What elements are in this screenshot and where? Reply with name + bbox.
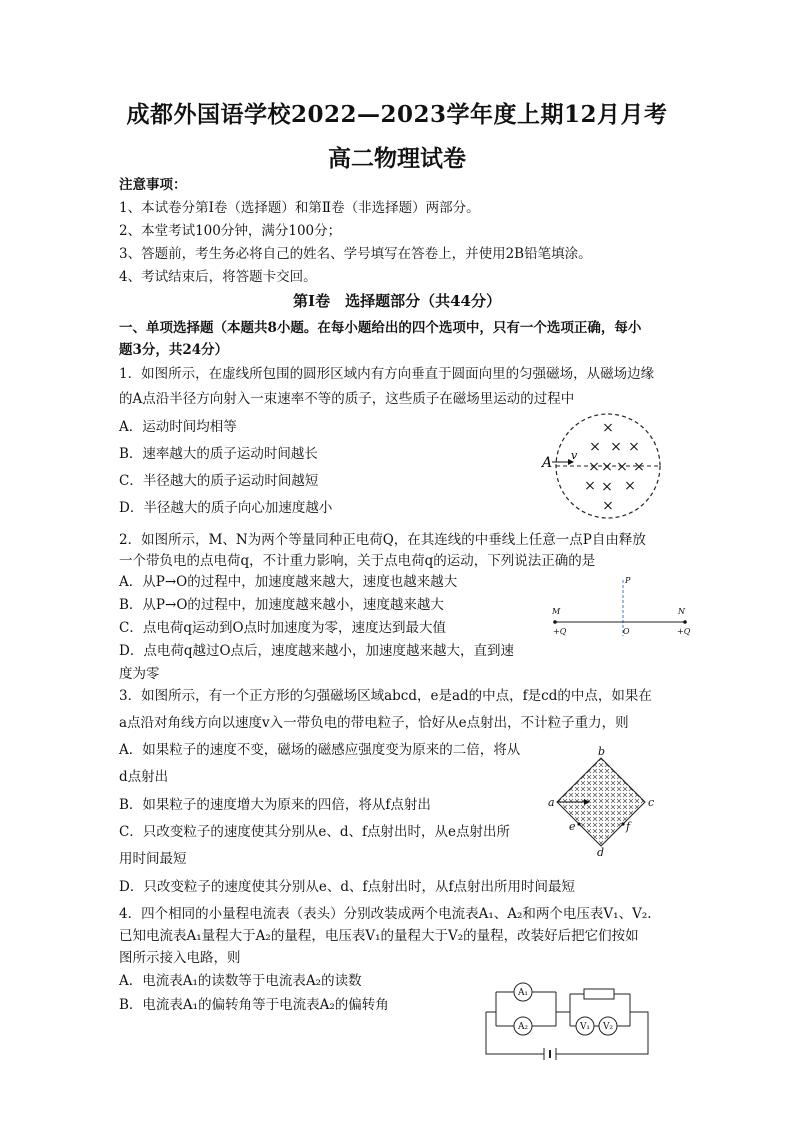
q3-label-a: a	[548, 796, 555, 809]
q1-option-b: B．速率越大的质子运动时间越长	[119, 446, 318, 462]
q4-label-v2: V₂	[602, 1022, 614, 1032]
part-heading-cont: 题3分，共24分）	[119, 342, 229, 358]
q4-stem: 4．四个相同的小量程电流表（表头）分别改装成两个电流表A₁、A₂和两个电压表V₁、V₂.	[119, 906, 652, 922]
svg-text:×: ×	[601, 479, 613, 495]
q2-label-m: M	[552, 607, 561, 616]
svg-text:×: ×	[602, 420, 614, 436]
q2-stem: 2．如图所示，M、N为两个等量同种正电荷Q，在其连线的中垂线上任意一点P自由释放	[119, 532, 646, 548]
q1-option-d: D．半径越大的质子向心加速度越小	[119, 500, 333, 516]
q1-label-a: A	[542, 455, 553, 471]
svg-text:×: ×	[589, 439, 601, 455]
q4-option-a: A．电流表A₁的读数等于电流表A₂的读数	[119, 973, 362, 989]
q1-stem: 1．如图所示，在虚线所包围的圆形区域内有方向垂直于圆面向里的匀强磁场，从磁场边缘	[119, 366, 655, 382]
svg-text:×: ×	[633, 459, 645, 475]
exam-subtitle: 高二物理试卷	[328, 145, 466, 172]
q3-option-b: B．如果粒子的速度增大为原来的四倍，将从f点射出	[119, 797, 431, 813]
q1-stem-cont: 的A点沿半径方向射入一束速率不等的质子，这些质子在磁场里运动的过程中	[119, 391, 575, 407]
q3-label-f: f	[626, 820, 631, 833]
q4-stem-cont: 已知电流表A₁量程大于A₂的量程，电压表V₁的量程大于V₂的量程，改装好后把它们按如	[119, 928, 639, 944]
q2-label-o: O	[623, 627, 630, 636]
note-item: 1、本试卷分第Ⅰ卷（选择题）和第Ⅱ卷（非选择题）两部分。	[119, 200, 480, 216]
q1-option-c: C．半径越大的质子运动时间越短	[119, 473, 319, 489]
q3-stem: 3．如图所示，有一个正方形的匀强磁场区域abcd，e是ad的中点，f是cd的中点，如果在	[119, 688, 652, 704]
svg-text:×: ×	[588, 459, 600, 475]
q2-label-p: P	[625, 576, 631, 585]
q4-circuit-figure	[480, 978, 660, 1064]
q4-label-v1: V₁	[579, 1022, 591, 1032]
part-heading: 一、单项选择题（本题共8小题。在每小题给出的四个选项中，只有一个选项正确，每小	[119, 320, 642, 336]
svg-text:×: ×	[610, 439, 622, 455]
svg-text:×: ×	[624, 478, 636, 494]
q3-option-c: C．只改变粒子的速度使其分别从e、d、f点射出时，从e点射出所	[119, 824, 510, 840]
svg-text:×: ×	[584, 478, 596, 494]
q2-figure	[545, 574, 695, 640]
q3-option-a: A．如果粒子的速度不变，磁场的磁感应强度变为原来的二倍，将从	[119, 742, 521, 758]
q4-label-a2: A₂	[517, 1022, 529, 1032]
q1-option-a: A．运动时间均相等	[119, 419, 237, 435]
q3-label-c: c	[648, 796, 655, 809]
note-item: 3、答题前，考生务必将自己的姓名、学号填写在答卷上，并使用2B铅笔填涂。	[119, 246, 592, 262]
q2-stem-cont: 一个带负电的点电荷q，不计重力影响，关于点电荷q的运动，下列说法正确的是	[119, 553, 596, 569]
q4-stem-cont-2: 图所示接入电路，则	[119, 950, 241, 966]
q3-label-e: e	[569, 820, 576, 833]
q2-label-n: N	[678, 607, 685, 616]
q3-option-a-cont: d点射出	[119, 769, 169, 785]
q3-label-b: b	[598, 745, 606, 758]
q3-option-d: D．只改变粒子的速度使其分别从e、d、f点射出时，从f点射出所用时间最短	[119, 879, 575, 895]
q3-figure	[544, 744, 658, 858]
notes-heading: 注意事项：	[119, 177, 187, 193]
svg-text:×: ×	[601, 459, 613, 475]
section-title: 第Ⅰ卷 选择题部分（共44分）	[293, 292, 501, 310]
q1-figure	[538, 410, 668, 522]
note-item: 4、考试结束后，将答题卡交回。	[119, 269, 317, 285]
q4-option-b: B．电流表A₁的偏转角等于电流表A₂的偏转角	[119, 997, 389, 1013]
q3-label-d: d	[597, 846, 605, 858]
q2-label-q-left: +Q	[553, 627, 567, 636]
q4-label-a1: A₁	[517, 988, 529, 998]
svg-text:×: ×	[628, 439, 640, 455]
q2-option-c: C．点电荷q运动到O点时加速度为零，速度达到最大值	[119, 620, 447, 636]
q3-option-c-cont: 用时间最短	[119, 851, 187, 867]
q2-option-a: A．从P→O的过程中，加速度越来越大，速度也越来越大	[119, 574, 458, 590]
q1-label-v: v	[571, 449, 578, 462]
exam-title: 成都外国语学校2022—2023学年度上期12月月考	[126, 101, 668, 128]
q2-option-b: B．从P→O的过程中，加速度越来越小，速度越来越大	[119, 597, 444, 613]
svg-text:×: ×	[616, 459, 628, 475]
q2-option-d-cont: 度为零	[119, 666, 160, 682]
q3-stem-cont: a点沿对角线方向以速度v入一带负电的带电粒子，恰好从e点射出，不计粒子重力，则	[119, 715, 629, 731]
note-item: 2、本堂考试100分钟，满分100分；	[119, 223, 342, 239]
svg-text:×: ×	[602, 498, 614, 514]
q2-option-d: D．点电荷q越过O点后，速度越来越小，加速度越来越大，直到速	[119, 643, 515, 659]
q2-label-q-right: +Q	[677, 627, 691, 636]
